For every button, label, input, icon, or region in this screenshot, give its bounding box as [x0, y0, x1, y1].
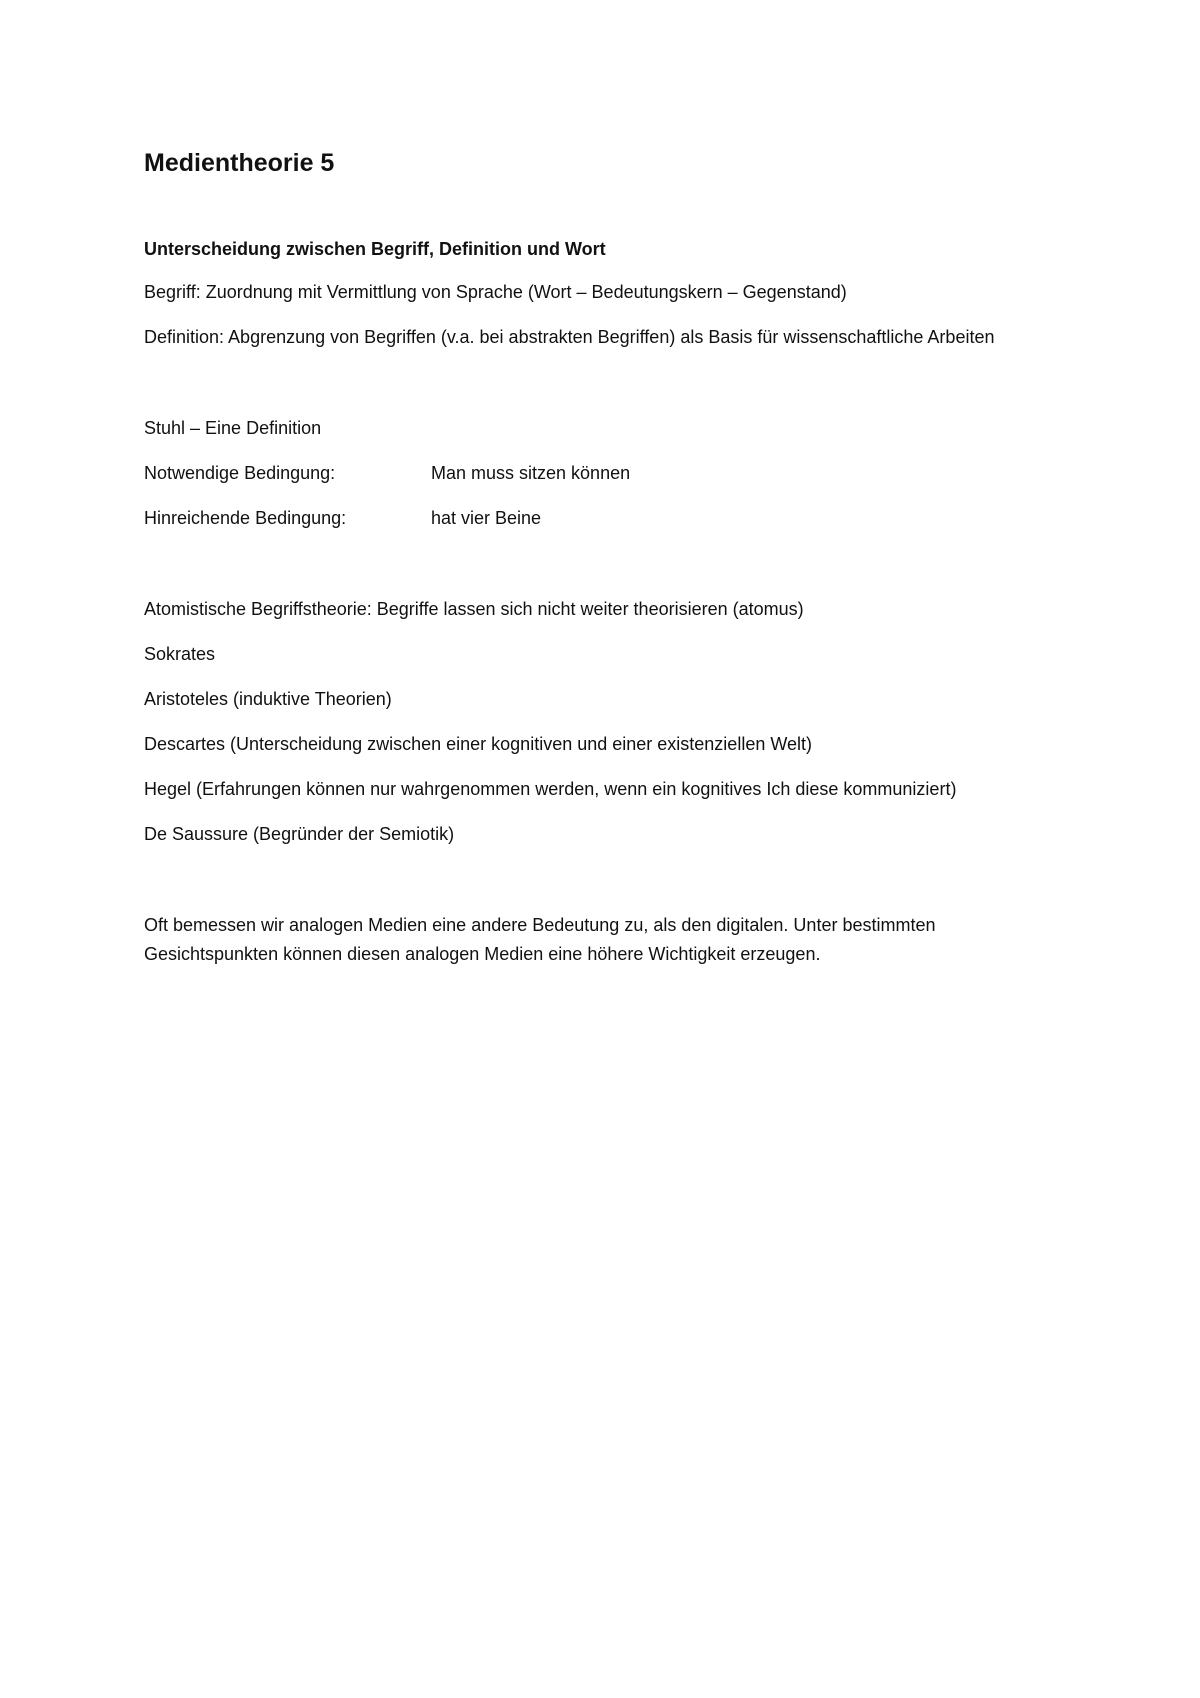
section-heading-begriff: Unterscheidung zwischen Begriff, Definition und Wort — [144, 239, 606, 259]
condition-row-notwendig — [144, 459, 1064, 488]
paragraph-spacer — [144, 533, 1064, 579]
condition-label: Notwendige Bedingung: — [144, 463, 336, 483]
paragraph-aristoteles: Aristoteles (induktive Theorien) — [144, 689, 392, 709]
paragraph-stuhl-heading: Stuhl – Eine Definition — [144, 418, 322, 438]
paragraph-hegel: Hegel (Erfahrungen können nur wahrgenommen werden, wenn ein kognitives Ich diese kommuniziert) — [144, 779, 957, 799]
condition-value: hat vier Beine — [431, 508, 542, 528]
paragraph-begriff: Begriff: Zuordnung mit Vermittlung von Sprache (Wort – Bedeutungskern – Gegenstand) — [144, 282, 847, 302]
condition-label: Hinreichende Bedingung: — [144, 508, 347, 528]
paragraph-analoge-medien: Oft bemessen wir analogen Medien eine andere Bedeutung zu, als den digitalen. Unter bestimmten Gesichtspunkten können diesen analogen Medien eine höhere Wichtigkeit erzeugen. — [144, 915, 936, 964]
document-content — [144, 146, 1064, 969]
condition-value: Man muss sitzen können — [431, 463, 631, 483]
document-title: Medientheorie 5 — [144, 149, 335, 177]
paragraph-atomistische: Atomistische Begriffstheorie: Begriffe lassen sich nicht weiter theorisieren (atomus) — [144, 599, 804, 619]
paragraph-spacer — [144, 352, 1064, 398]
paragraph-definition: Definition: Abgrenzung von Begriffen (v.a. bei abstrakten Begriffen) als Basis für wissenschaftliche Arbeiten — [144, 327, 995, 347]
paragraph-sokrates: Sokrates — [144, 644, 216, 664]
paragraph-spacer — [144, 849, 1064, 895]
paragraph-descartes: Descartes (Unterscheidung zwischen einer kognitiven und einer existenziellen Welt) — [144, 734, 813, 754]
condition-row-hinreichend — [144, 504, 1064, 533]
paragraph-de-saussure: De Saussure (Begründer der Semiotik) — [144, 824, 455, 844]
